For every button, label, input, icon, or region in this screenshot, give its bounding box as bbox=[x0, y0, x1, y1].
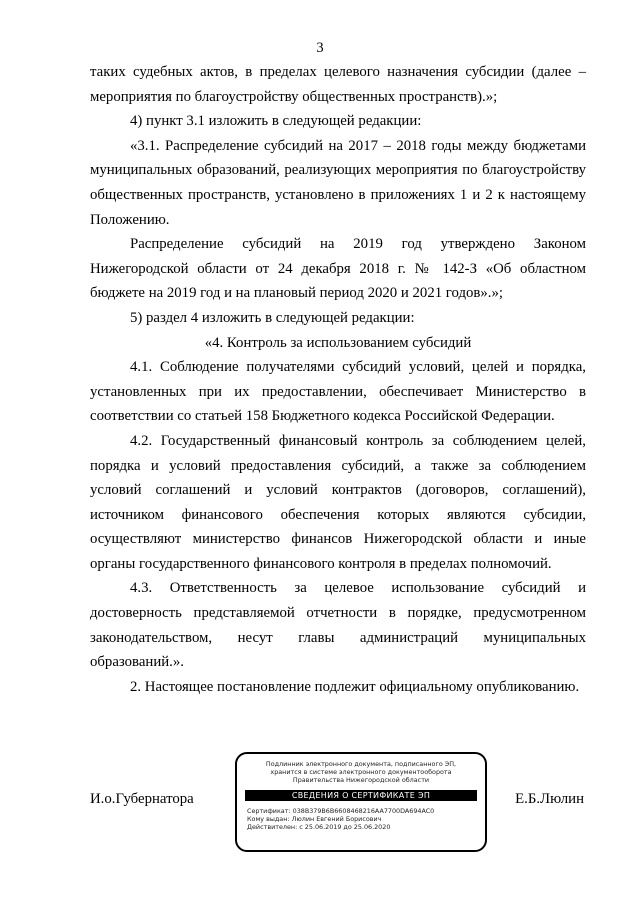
stamp-line: Подлинник электронного документа, подписанного ЭП, bbox=[265, 760, 457, 768]
paragraph: 4.2. Государственный финансовый контроль за соблюдением целей, порядка и условий предоставления субсидий, а также за соблюдением условий соглашений и условий контрактов (договоров, соглашений), источником финансового обеспечения которых являются субсидии, осуществляют министерство финансов Нижегородской области и иные органы государственного финансового контроля в пределах полномочий. bbox=[90, 432, 586, 572]
signatory-position: И.о.Губернатора bbox=[90, 791, 194, 807]
stamp-line: хранится в системе электронного документооборота bbox=[270, 768, 452, 776]
paragraph: 4) пункт 3.1 изложить в следующей редакции: bbox=[130, 113, 422, 130]
paragraph: 2. Настоящее постановление подлежит официальному опубликованию. bbox=[130, 678, 580, 695]
page-number: 3 bbox=[316, 40, 324, 56]
paragraph: «3.1. Распределение субсидий на 2017 – 2018 годы между бюджетами муниципальных образований, реализующих мероприятия по благоустройству общественных пространств, установлено в приложениях 1 и 2 к настоящему Положению. bbox=[90, 137, 586, 228]
stamp-certificate: Сертификат: 038B379B6B6608468216AA7700DA694AC0 bbox=[247, 807, 435, 815]
signatory-name: Е.Б.Люлин bbox=[515, 791, 584, 807]
paragraph: таких судебных актов, в пределах целевого назначения субсидии (далее – мероприятия по благоустройству общественных пространств).»; bbox=[90, 64, 586, 105]
stamp-banner: СВЕДЕНИЯ О СЕРТИФИКАТЕ ЭП bbox=[245, 790, 477, 801]
e-signature-stamp bbox=[235, 752, 487, 852]
section-heading: «4. Контроль за использованием субсидий bbox=[204, 334, 472, 351]
stamp-issued-to: Кому выдан: Люлин Евгений Борисович bbox=[247, 815, 382, 823]
document-body bbox=[90, 60, 586, 699]
paragraph: 4.3. Ответственность за целевое использование субсидий и достоверность представляемой отчетности в порядке, предусмотренном законодательством, несут главы администраций муниципальных образований.». bbox=[90, 580, 586, 671]
stamp-validity: Действителен: с 25.06.2019 до 25.06.2020 bbox=[247, 823, 391, 831]
paragraph: Распределение субсидий на 2019 год утверждено Законом Нижегородской области от 24 декабря 2018 г. № 142-З «Об областном бюджете на 2019 год и на плановый период 2020 и 2021 годов».»; bbox=[90, 236, 586, 302]
paragraph: 5) раздел 4 изложить в следующей редакции: bbox=[130, 309, 415, 326]
stamp-line: Правительства Нижегородской области bbox=[292, 776, 430, 784]
paragraph: 4.1. Соблюдение получателями субсидий условий, целей и порядка, установленных при их предоставлении, обеспечивает Министерство в соответствии со статьей 158 Бюджетного кодекса Российской Федерации. bbox=[90, 359, 586, 425]
